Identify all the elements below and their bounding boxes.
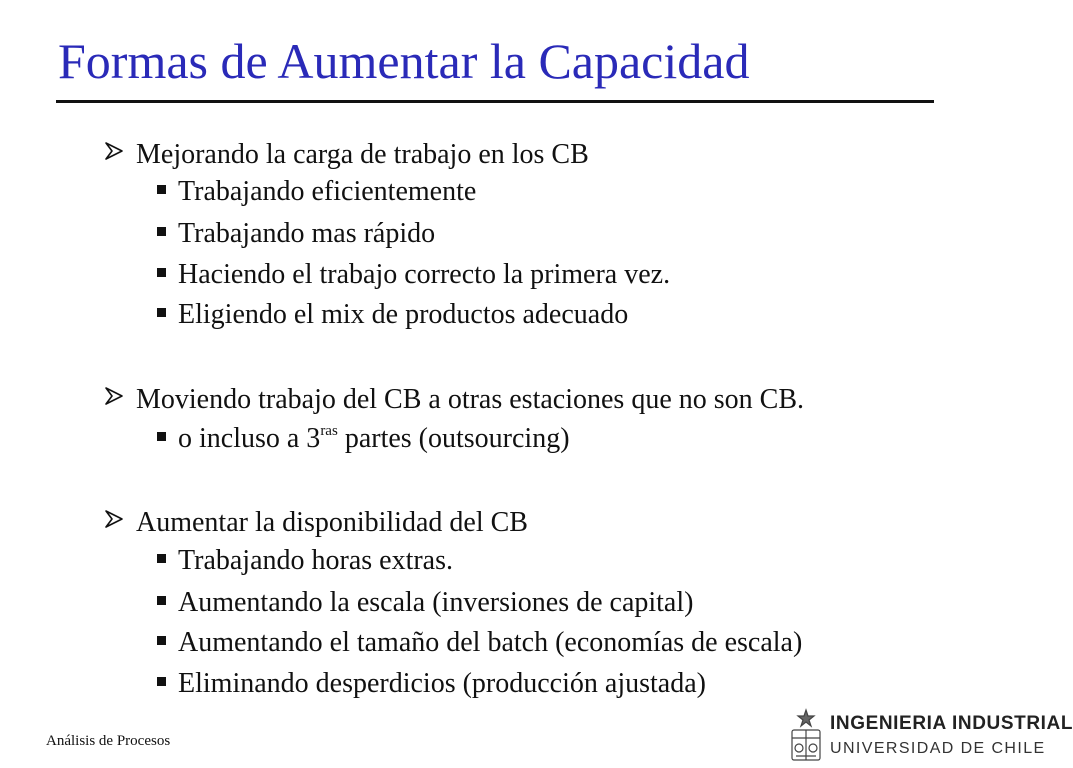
list-item <box>157 629 802 657</box>
list-item-text-before: o incluso a 3 <box>178 423 321 454</box>
list-item <box>157 425 570 453</box>
section-heading-text: Moviendo trabajo del CB a otras estaciones que no son CB. <box>136 384 804 415</box>
list-item-text: Trabajando eficientemente <box>178 176 477 207</box>
square-bullet-icon <box>157 554 166 563</box>
list-item-text: Trabajando mas rápido <box>178 218 436 249</box>
slide-title: Formas de Aumentar la Capacidad <box>58 33 750 89</box>
list-item-text: Aumentando la escala (inversiones de capital) <box>178 587 694 618</box>
list-item-text-after: partes (outsourcing) <box>337 423 570 454</box>
square-bullet-icon <box>157 227 166 236</box>
section-heading <box>104 507 528 537</box>
arrow-bullet-icon <box>104 139 126 167</box>
square-bullet-icon <box>157 432 166 441</box>
title-underline <box>56 100 934 103</box>
ordinal-superscript: ras <box>320 423 338 439</box>
list-item <box>157 178 476 206</box>
list-item <box>157 547 453 575</box>
section-heading <box>104 384 804 414</box>
list-item <box>157 589 693 617</box>
logo-text-line2: UNIVERSIDAD DE CHILE <box>830 740 1046 757</box>
square-bullet-icon <box>157 596 166 605</box>
section-heading-text: Mejorando la carga de trabajo en los CB <box>136 139 589 170</box>
arrow-bullet-icon <box>104 384 126 412</box>
section-heading-text: Aumentar la disponibilidad del CB <box>136 507 528 538</box>
list-item-text: Eligiendo el mix de productos adecuado <box>178 299 629 330</box>
square-bullet-icon <box>157 636 166 645</box>
section-heading <box>104 139 589 169</box>
square-bullet-icon <box>157 677 166 686</box>
list-item-text: Haciendo el trabajo correcto la primera vez. <box>178 259 671 290</box>
square-bullet-icon <box>157 185 166 194</box>
list-item <box>157 261 670 289</box>
logo-text-line1: INGENIERIA INDUSTRIAL <box>830 713 1073 734</box>
list-item <box>157 220 435 248</box>
footer-label: Análisis de Procesos <box>46 733 171 749</box>
list-item-text: Eliminando desperdicios (producción ajustada) <box>178 668 706 699</box>
list-item-text: Aumentando el tamaño del batch (economías de escala) <box>178 627 803 658</box>
square-bullet-icon <box>157 308 166 317</box>
university-logo <box>786 708 1073 766</box>
square-bullet-icon <box>157 268 166 277</box>
list-item-text: Trabajando horas extras. <box>178 545 454 576</box>
university-seal-icon <box>786 708 826 766</box>
list-item <box>157 301 628 329</box>
list-item <box>157 670 706 698</box>
arrow-bullet-icon <box>104 507 126 535</box>
